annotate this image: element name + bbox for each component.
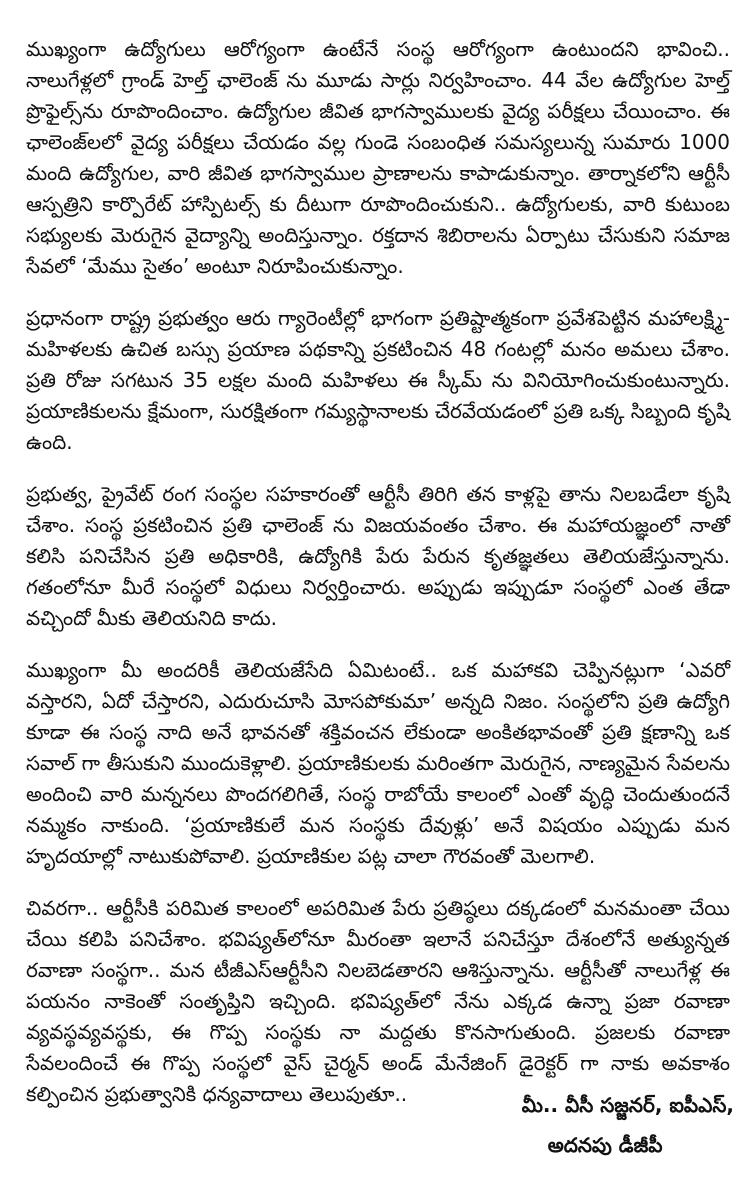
signature-designation: అదనపు డీజీపీ [547,1133,663,1157]
paragraph-closing: చివరగా.. ఆర్టీసీకి పరిమిత కాలంలో అపరిమిత పేరు ప్రతిష్ఠలు దక్కడంలో మనమంతా చేయి చేయి కలిపి పనిచేశాం. భవిష్యత్‌లోనూ మీరంతా ఇలానే పనిచేస్తూ దేశంలోనే అత్యున్నత రవాణా సంస్థగా.. మన టీజీఎస్ఆర్టీసీని నిలబెడతారని ఆశిస్తున్నాను. ఆర్టీసీతో నాలుగేళ్ల ఈ పయనం నాకెంతో సంతృప్తిని ఇచ్చింది. భవిష్యత్‌లో నేను ఎక్కడ ఉన్నా ప్రజా రవాణా వ్యవస్థవ్యవస్థకు, ఈ గొప్ప సంస్థకు నా మద్దతు కొనసాగుతుంది. ప్రజలకు రవాణా సేవలందించే ఈ గొప్ప సంస్థలో వైస్ చైర్మన్ అండ్ మేనేజింగ్ డైరెక్టర్ గా నాకు అవకాశం కల్పించిన ప్రభుత్వానికి ధన్యవాదాలు తెలుపుతూ.. [26,896,730,1106]
signature-name: మీ.. వీసీ సజ్జనర్, ఐపీఎస్, [521,1093,734,1117]
paragraph-rtc-revival: ప్రభుత్వ, ప్రైవేట్ రంగ సంస్థల సహకారంతో ఆర్టీసీ తిరిగి తన కాళ్లపై తాను నిలబడేలా కృషి చేశాం. సంస్థ ప్రకటించిన ప్రతి ఛాలెంజ్ ను విజయవంతం చేశాం. ఈ మహాయజ్ఞంలో నాతో కలిసి పనిచేసిన ప్రతి అధికారికి, ఉద్యోగికి పేరు పేరున కృతజ్ఞతలు తెలియజేస్తున్నాను. గతంలోనూ మీరే సంస్థలో విధులు నిర్వర్తించారు. అప్పుడు ఇప్పుడూ సంస్థలో ఎంత తేడా వచ్చిందో మీకు తెలియనిది కాదు. [26,482,730,630]
signature-block [522,1085,734,1165]
paragraph-mahalakshmi-scheme: ప్రధానంగా రాష్ట్ర ప్రభుత్వం ఆరు గ్యారెంటీల్లో భాగంగా ప్రతిష్టాత్మకంగా ప్రవేశపెట్టిన మహాలక్ష్మి-మహిళలకు ఉచిత బస్సు ప్రయాణ పథకాన్ని ప్రకటించిన 48 గంటల్లో మనం అమలు చేశాం. ప్రతి రోజు సగటున 35 లక్షల మంది మహిళలు ఈ స్కీమ్ ను వినియోగించుకుంటున్నారు. ప్రయాణికులను క్షేమంగా, సురక్షితంగా గమ్యస్థానాలకు చేరవేయడంలో ప్రతి ఒక్క సిబ్బంది కృషి ఉంది. [26,306,730,454]
paragraph-employee-health: ముఖ్యంగా ఉద్యోగులు ఆరోగ్యంగా ఉంటేనే సంస్థ ఆరోగ్యంగా ఉంటుందని భావించి.. నాలుగేళ్లలో గ్రాండ్ హెల్త్ ఛాలెంజ్ ను మూడు సార్లు నిర్వహించాం. 44 వేల ఉద్యోగుల హెల్త్ ప్రొఫైల్స్‌ను రూపొందించాం. ఉద్యోగుల జీవిత భాగస్వాములకు వైద్య పరీక్షలు చేయించాం. ఈ ఛాలెంజ్‌లలో వైద్య పరీక్షలు చేయడం వల్ల గుండె సంబంధిత సమస్యలున్న సుమారు 1000 మంది ఉద్యోగుల, వారి జీవిత భాగస్వాముల ప్రాణాలను కాపాడుకున్నాం. తార్నాకలోని ఆర్టీసీ ఆస్పత్రిని కార్పొరేట్ హాస్పిటల్స్ కు దీటుగా రూపొందించుకుని.. ఉద్యోగులకు, వారి కుటుంబ సభ్యులకు మెరుగైన వైద్యాన్ని అందిస్తున్నాం. రక్తదాన శిబిరాలను ఏర్పాటు చేసుకుని సమాజ సేవలో ‘మేము సైతం’ అంటూ నిరూపించుకున్నాం. [26,37,730,278]
paragraph-message-to-staff: ముఖ్యంగా మీ అందరికీ తెలియజేసేది ఏమిటంటే.. ఒక మహాకవి చెప్పినట్లుగా ‘ఎవరో వస్తారని, ఏదో చేస్తారని, ఎదురుచూసి మోసపోకుమా’ అన్నది నిజం. సంస్థలోని ప్రతి ఉద్యోగి కూడా ఈ సంస్థ నాది అనే భావనతో శక్తివంచన లేకుండా అంకితభావంతో ప్రతి క్షణాన్ని ఒక సవాల్ గా తీసుకుని ముందుకెళ్లాలి. ప్రయాణికులకు మరింతగా మెరుగైన, నాణ్యమైన సేవలను అందించి వారి మన్ననలు పొందగలిగితే, సంస్థ రాబోయే కాలంలో ఎంతో వృద్ధి చెందుతుందనే నమ్మకం నాకుంది. ‘ప్రయాణికులే మన సంస్థకు దేవుళ్లు’ అనే విషయం ఎప్పుడు మన హృదయాల్లో నాటుకుపోవాలి. ప్రయాణికుల పట్ల చాలా గౌరవంతో మెలగాలి. [26,658,730,868]
